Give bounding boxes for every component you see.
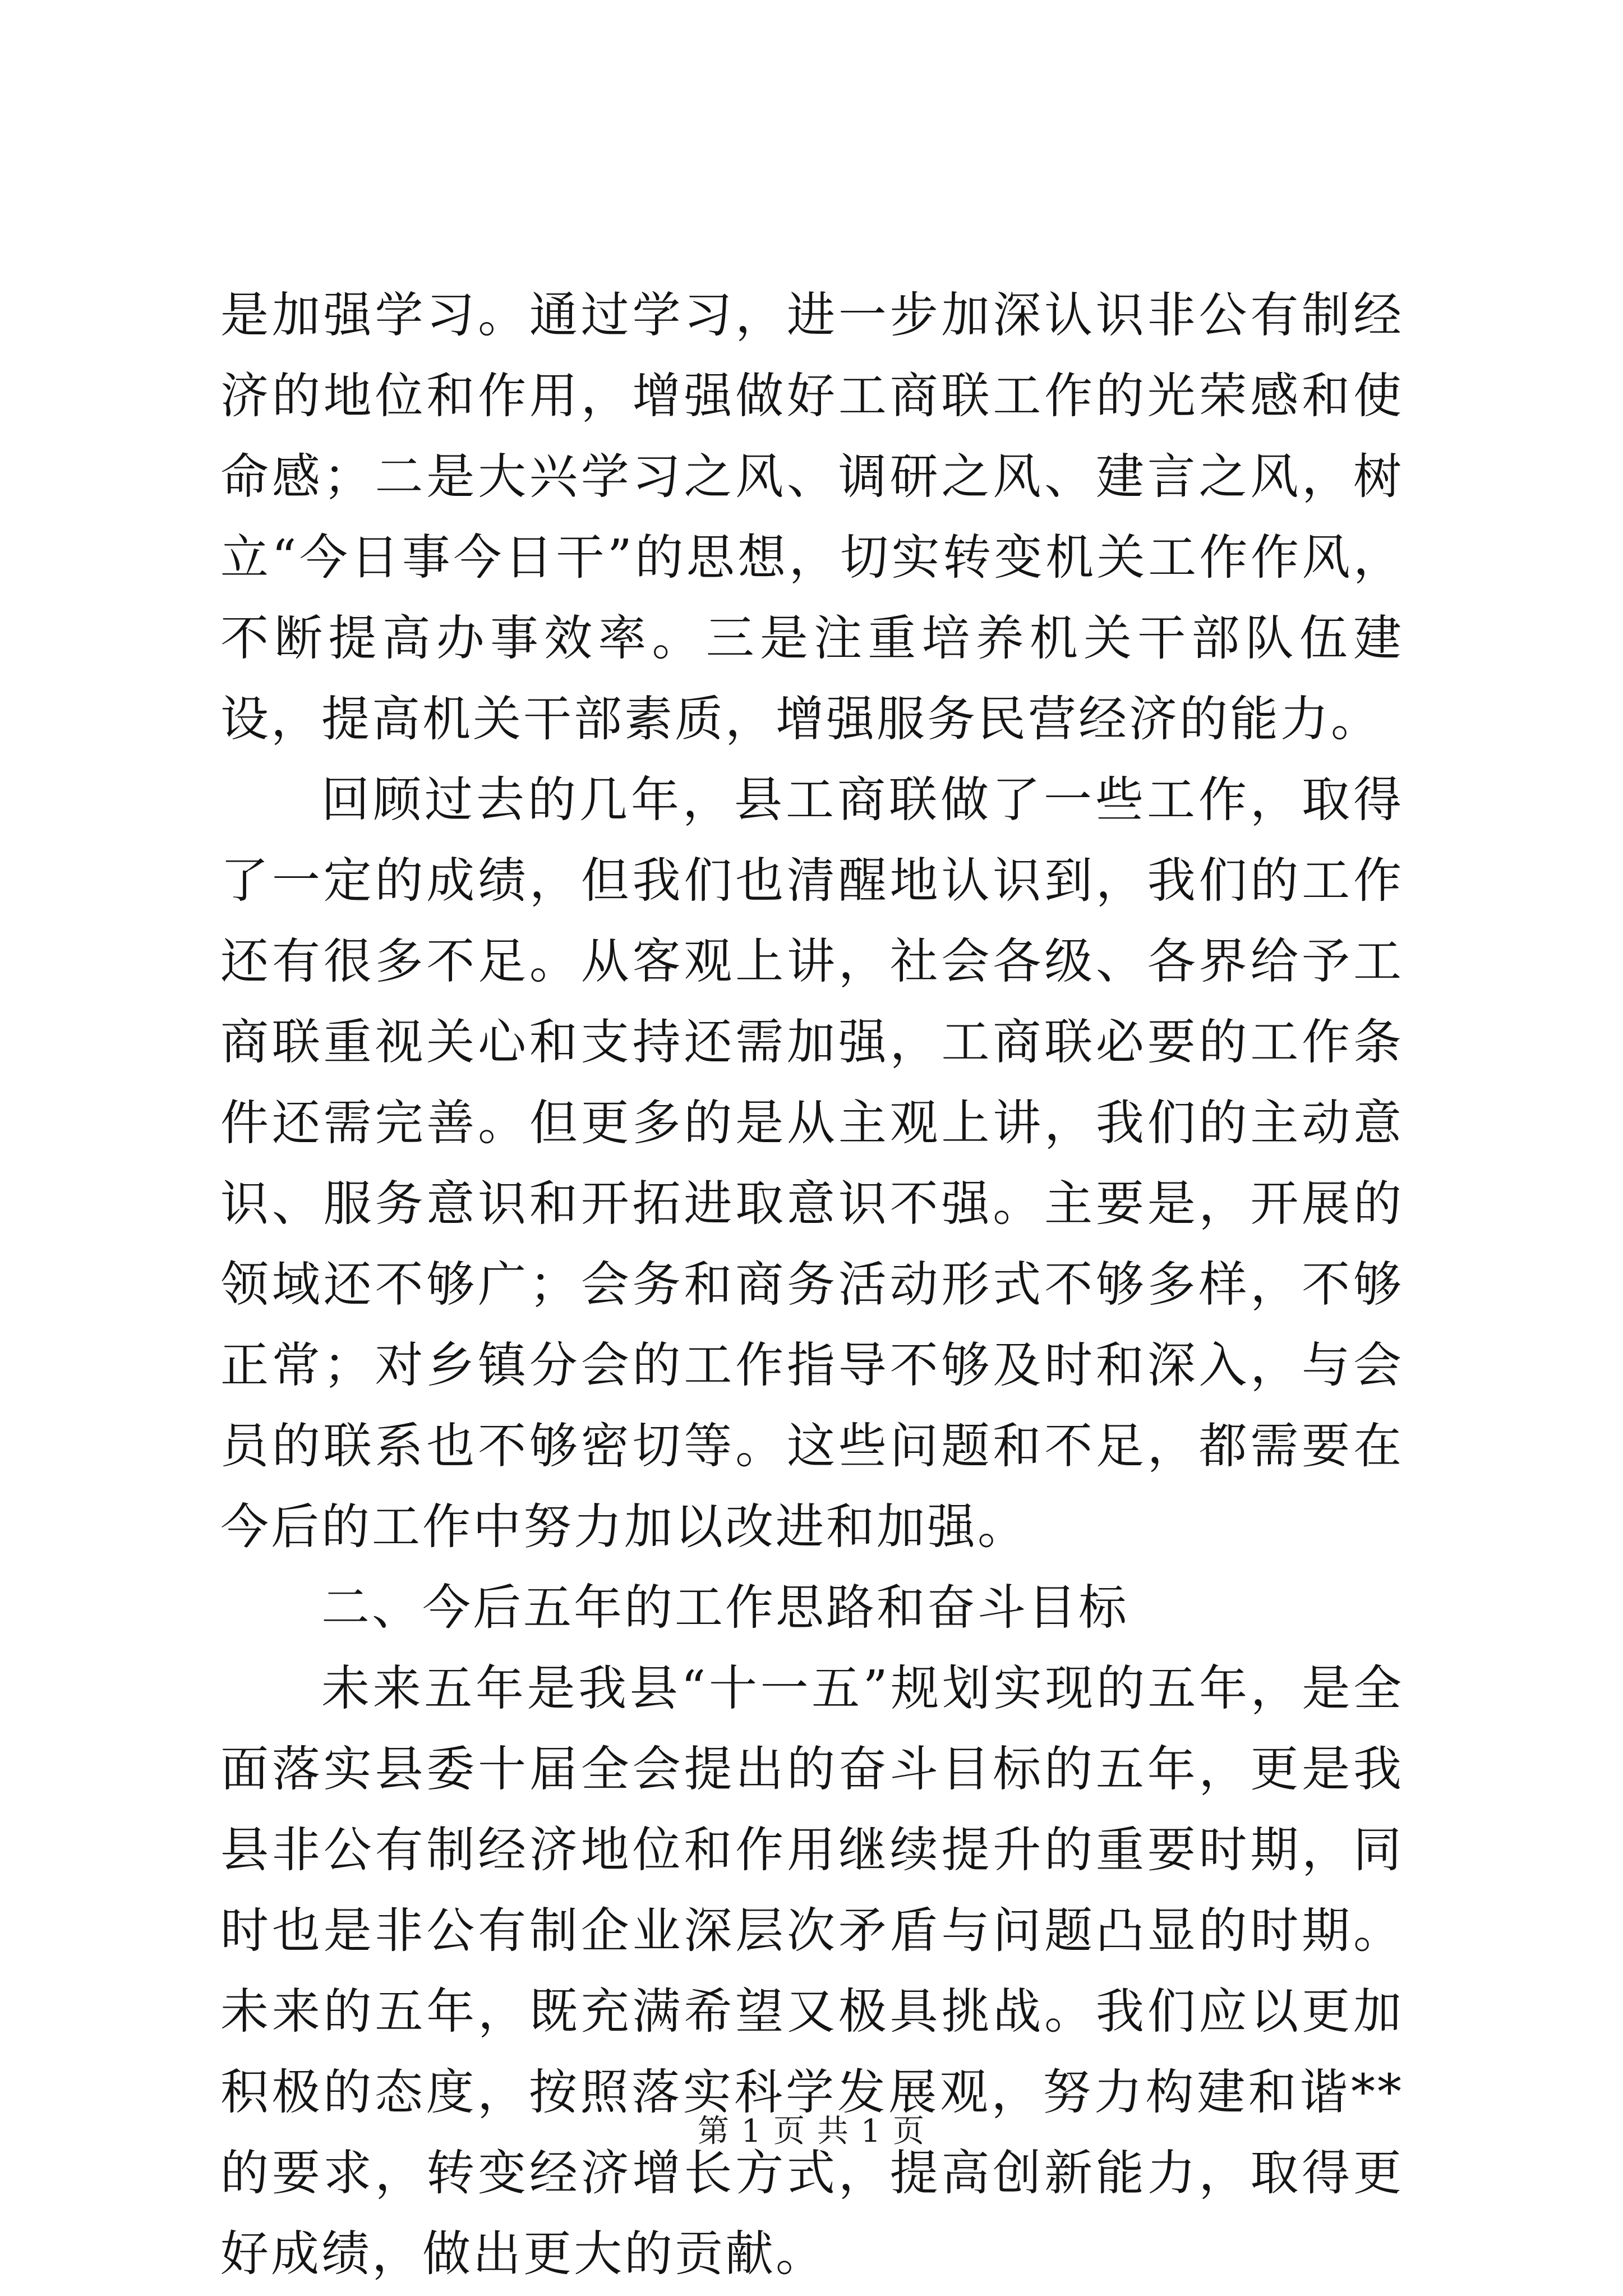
section-heading: 二、今后五年的工作思路和奋斗目标 xyxy=(321,1580,1129,1636)
paragraph-outlook: 未来五年是我县“十一五”规划实现的五年，是全面落实县委十届全会提出的奋斗目标的五年，更是我县非公有制经济地位和作用继续提升的重要时期，同时也是非公有制企业深层次矛盾与问题凸显的时期。未来的五年，既充满希望又极具挑战。我们应以更加积极的态度，按照落实科学发展观，努力构建和谐**的要求，转变经济增长方式，提高创新能力，取得更好成绩，做出更大的贡献。 xyxy=(220,1660,1404,2282)
paragraph-review: 回顾过去的几年，县工商联做了一些工作，取得了一定的成绩，但我们也清醒地认识到，我们的工作还有很多不足。从客观上讲，社会各级、各界给予工商联重视关心和支持还需加强，工商联必要的工作条件还需完善。但更多的是从主观上讲，我们的主动意识、服务意识和开拓进取意识不强。主要是，开展的领域还不够广；会务和商务活动形式不够多样，不够正常；对乡镇分会的工作指导不够及时和深入，与会员的联系也不够密切等。这些问题和不足，都需要在今后的工作中努力加以改进和加强。 xyxy=(220,772,1404,1555)
paragraph-study: 是加强学习。通过学习，进一步加深认识非公有制经济的地位和作用，增强做好工商联工作的光荣感和使命感；二是大兴学习之风、调研之风、建言之风，树立“今日事今日干”的思想，切实转变机关工作作风，不断提高办事效率。三是注重培养机关干部队伍建设，提高机关干部素质，增强服务民营经济的能力。 xyxy=(220,287,1404,747)
page-number-footer: 第 1 页 共 1 页 xyxy=(697,2113,926,2150)
document-body xyxy=(220,275,1404,2294)
